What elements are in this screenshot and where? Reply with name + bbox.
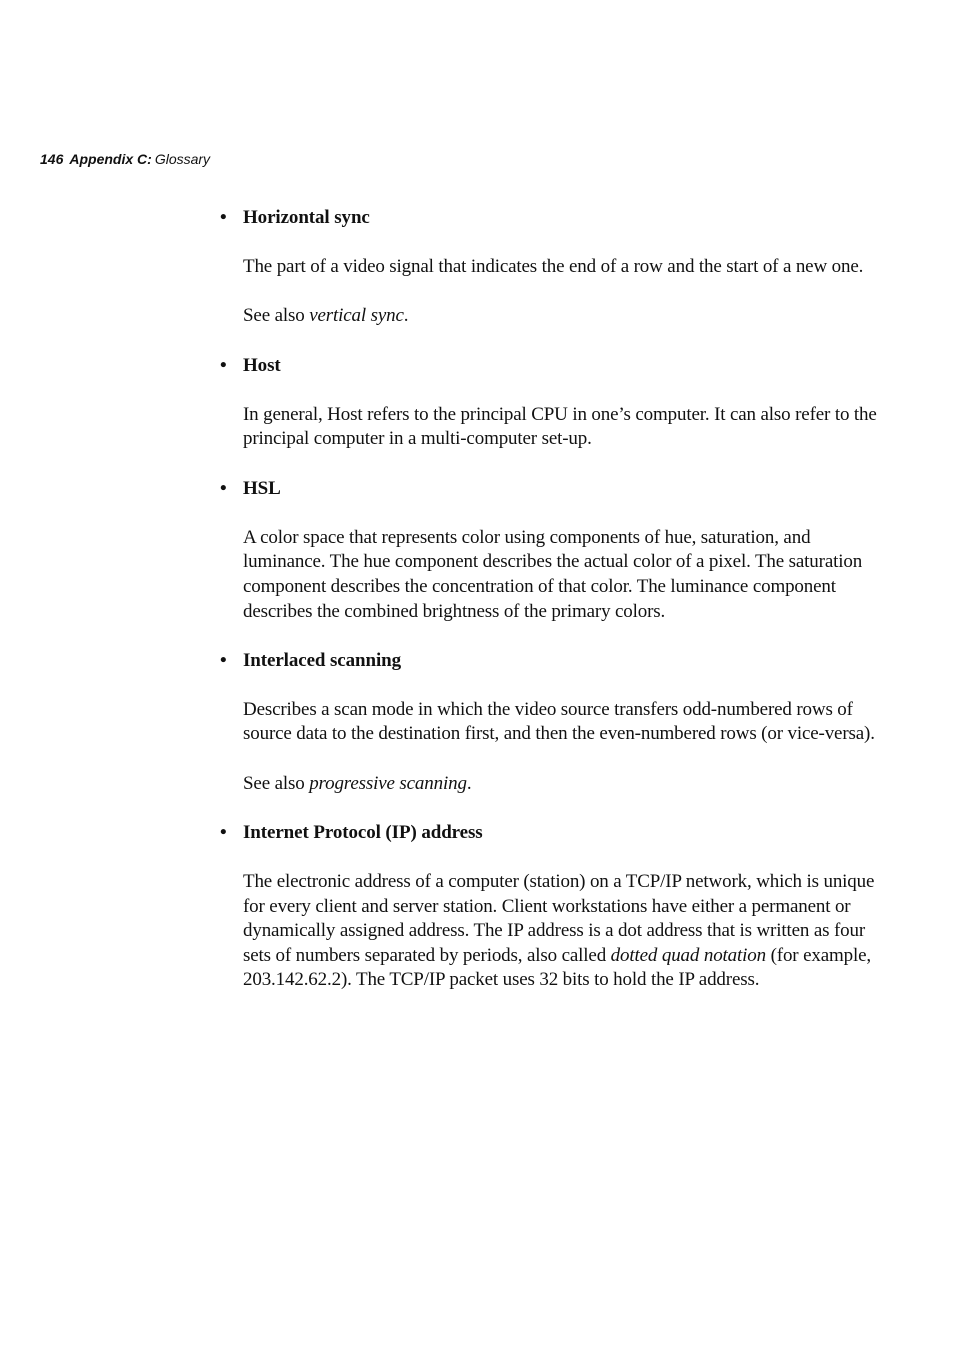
running-header xyxy=(40,151,210,167)
see-also-link: vertical sync xyxy=(309,305,404,327)
term-label: Horizontal sync xyxy=(243,207,370,228)
glossary-term xyxy=(220,477,888,502)
glossary-content xyxy=(220,206,888,1018)
section-label: Glossary xyxy=(154,151,211,167)
chapter-label: Appendix C: xyxy=(69,151,152,167)
page-number: 146 xyxy=(40,151,64,167)
definition-text: (for example, 203.142.62.2). The TCP/IP packet uses 32 bits to hold the IP address. xyxy=(243,944,871,991)
bullet-icon: • xyxy=(220,649,227,671)
glossary-term xyxy=(220,206,888,231)
bullet-icon: • xyxy=(220,207,227,228)
term-label: Internet Protocol (IP) address xyxy=(243,821,483,843)
bullet-icon: • xyxy=(220,477,227,499)
see-also-link: progressive scanning xyxy=(309,772,467,794)
term-definition: The part of a video signal that indicates the end of a row and the start of a new one. xyxy=(243,256,864,278)
term-label: HSL xyxy=(243,477,281,499)
term-definition xyxy=(243,870,888,993)
see-also xyxy=(243,772,888,797)
term-definition: In general, Host refers to the principal CPU in one’s computer. It can also refer to the principal computer in a multi-computer set-up. xyxy=(243,403,877,450)
see-also-suffix: . xyxy=(466,772,472,794)
term-label: Host xyxy=(243,354,281,376)
bullet-icon: • xyxy=(220,821,227,843)
term-definition: Describes a scan mode in which the video source transfers odd-numbered rows of source data to the destination first, and then the even-numbered rows (or vice-versa). xyxy=(243,698,875,745)
glossary-term xyxy=(220,354,888,379)
see-also-prefix: See also xyxy=(243,305,305,327)
definition-text: The electronic address of a computer (station) on a TCP/IP network, which is unique for every client and server station. Client workstations have either a permanent or dynamically assigned address. The IP address is a dot address that is written as four sets of numbers separated by periods, also called xyxy=(243,871,875,966)
see-also-prefix: See also xyxy=(243,772,305,794)
term-definition: A color space that represents color using components of hue, saturation, and luminance. The hue component describes the actual color of a pixel. The saturation component describes the concentration of that color. The luminance component describes the combined brightness of the primary colors. xyxy=(243,526,863,622)
glossary-term xyxy=(220,649,888,674)
definition-emphasis: dotted quad notation xyxy=(610,944,766,966)
glossary-term xyxy=(220,821,888,846)
see-also-suffix: . xyxy=(403,305,409,327)
see-also xyxy=(243,304,888,329)
bullet-icon: • xyxy=(220,354,227,376)
term-label: Interlaced scanning xyxy=(243,649,402,671)
